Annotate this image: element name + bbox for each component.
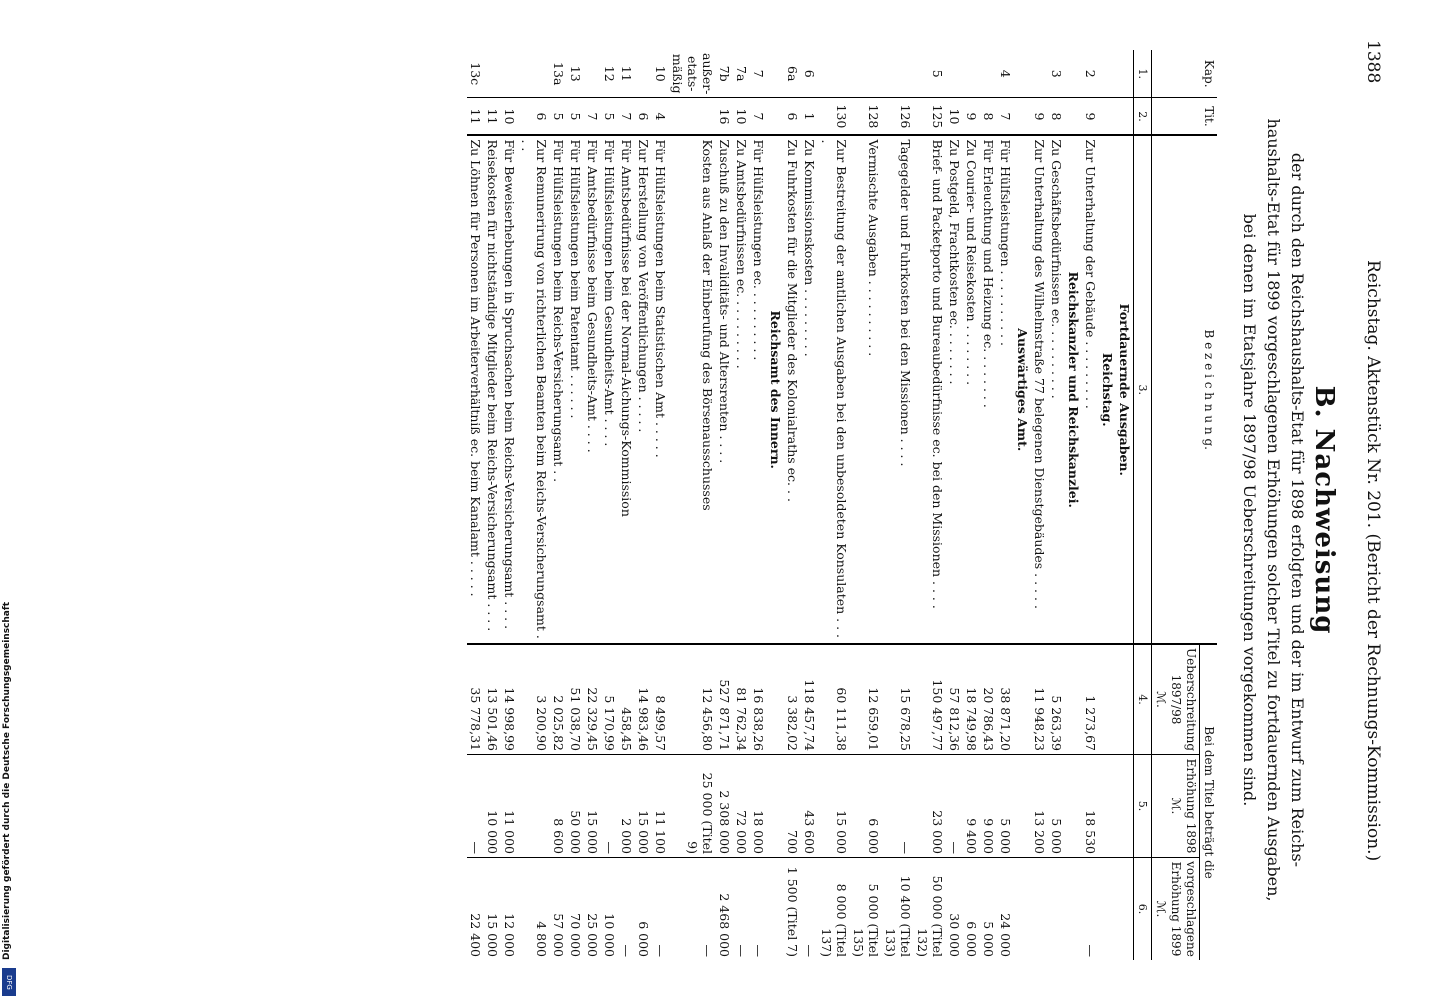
empty-cell — [1099, 50, 1116, 98]
document-sheet — [17, 10, 1417, 990]
ueberschreitung-cell: 35 778,31 — [467, 644, 484, 754]
kapitel-cell: 13 — [567, 50, 584, 98]
erhoehung-1898-cell: 15 000 — [584, 755, 601, 858]
section-heading-row — [1065, 50, 1082, 960]
erhoehung-1898-cell: — — [882, 755, 914, 858]
document-title: B. Nachweisung — [1309, 385, 1339, 635]
erhoehung-1898-cell: — — [601, 755, 618, 858]
bezeichnung-cell: Zuschuß zu den Invaliditäts- und Altersrenten . . . . — [716, 135, 733, 644]
ueberschreitung-cell: 14 998,99 — [501, 644, 518, 754]
ueberschreitung-cell: 8 499,57 — [652, 644, 669, 754]
kapitel-cell: 6a — [784, 50, 801, 98]
empty-cell — [1116, 98, 1134, 136]
table-row — [567, 50, 584, 960]
table-row — [501, 50, 518, 960]
empty-cell — [1099, 644, 1116, 754]
bezeichnung-cell: Für Hülfsleistungen beim Reichs-Versicherungsamt . . — [550, 135, 567, 644]
erhoehung-1898-cell: 2 308 000 — [716, 755, 733, 858]
ueberschreitung-cell: 81 762,34 — [733, 644, 750, 754]
table-row — [882, 50, 914, 960]
erhoehung-1898-cell — [518, 755, 550, 858]
kapitel-cell: 5 — [914, 50, 946, 98]
empty-cell — [1065, 858, 1082, 961]
erhoehung-1898-cell: 11 100 — [652, 755, 669, 858]
erhoehung-1899-cell: — — [619, 944, 634, 957]
table-row — [1048, 50, 1065, 960]
erhoehung-1899-cell: — — [751, 944, 766, 957]
data-table — [467, 50, 1217, 960]
erhoehung-1898-cell: 8 600 — [550, 755, 567, 858]
erhoehung-1898-cell: — — [467, 755, 484, 858]
bezeichnung-cell: Für Amtsbedürfnisse bei der Normal-Aichungs-Kommission — [618, 135, 635, 644]
kapitel-cell — [946, 50, 963, 98]
empty-cell — [1014, 644, 1031, 754]
table-row — [997, 50, 1014, 960]
table-row — [1031, 50, 1048, 960]
empty-cell — [1099, 755, 1116, 858]
bezeichnung-cell: Für Hülfsleistungen beim Gesundheits-Amt . . . . — [601, 135, 618, 644]
bezeichnung-cell: Zur Bestreitung der amtlichen Ausgaben bei den unbesoldeten Konsulaten . . . . — [818, 135, 850, 644]
empty-cell — [767, 98, 784, 136]
column-number-row — [1134, 50, 1152, 960]
heading-block — [1237, 50, 1339, 970]
titel-cell: 10 — [946, 98, 963, 136]
table-row — [733, 50, 750, 960]
digitization-credit: Digitalisierung gefördert durch die Deutsche Forschungsgemeinschaft — [2, 601, 12, 960]
ueberschreitung-cell: 22 329,45 — [584, 644, 601, 754]
col-number: 3. — [1134, 135, 1152, 644]
bezeichnung-cell: Zur Herstellung von Veröffentlichungen . . . . . — [635, 135, 652, 644]
empty-cell — [1014, 50, 1031, 98]
table-row — [635, 50, 652, 960]
kapitel-cell — [882, 50, 914, 98]
table-row — [518, 50, 550, 960]
titel-cell: 9 — [1031, 98, 1048, 136]
col-number: 5. — [1134, 755, 1152, 858]
ueberschreitung-cell: 18 749,98 — [963, 644, 980, 754]
empty-cell — [767, 858, 784, 961]
unit-label: ℳ. — [1169, 797, 1183, 815]
kapitel-cell — [1031, 50, 1048, 98]
titel-cell: 16 — [716, 98, 733, 136]
kapitel-cell: 10 — [652, 50, 669, 98]
dfg-logo: DFG — [2, 968, 16, 996]
erhoehung-1898-cell: 50 000 — [567, 755, 584, 858]
table-row — [550, 50, 567, 960]
table-row — [963, 50, 980, 960]
ueberschreitung-cell: 5 263,39 — [1048, 644, 1065, 754]
unit-label: ℳ. — [1154, 900, 1168, 918]
erhoehung-1899-cell: 10 400 (Titel 133) — [883, 875, 913, 957]
col-erhoehung-1899-label: vorgeschlagene Erhöhung 1899 — [1169, 861, 1198, 957]
erhoehung-1899-cell: 4 800 — [534, 921, 549, 957]
erhoehung-1899-cell: 5 000 (Titel 135) — [851, 883, 881, 957]
erhoehung-1899-cell — [1048, 858, 1065, 961]
table-row — [818, 50, 850, 960]
erhoehung-1899-cell: 25 000 — [585, 913, 600, 957]
col-number: 4. — [1134, 644, 1152, 754]
titel-cell — [669, 98, 716, 136]
bezeichnung-cell: Zu Postgeld, Frachtkosten ec. . . . . . . . — [946, 135, 963, 644]
section-heading: Reichstag. — [1099, 135, 1116, 644]
empty-cell — [1099, 858, 1116, 961]
ueberschreitung-cell: 12 659,01 — [850, 644, 882, 754]
titel-cell: 9 — [963, 98, 980, 136]
col-group-header: Bei dem Titel beträgt die — [1200, 644, 1218, 960]
ueberschreitung-cell: 15 678,25 — [882, 644, 914, 754]
kapitel-cell: 11 — [618, 50, 635, 98]
erhoehung-1898-cell: 9 400 — [963, 755, 980, 858]
ueberschreitung-cell: 3 200,90 — [518, 644, 550, 754]
titel-cell: 7 — [997, 98, 1014, 136]
table-row — [618, 50, 635, 960]
kapitel-cell — [635, 50, 652, 98]
running-head-text: Reichstag. Aktenstück Nr. 201. (Bericht der Rechnungs-Kommission.) — [1363, 260, 1383, 862]
titel-cell: 8 — [1048, 98, 1065, 136]
erhoehung-1898-cell: — — [946, 755, 963, 858]
bezeichnung-cell: Zu Kommissionskosten . . . . . . . . . — [801, 135, 818, 644]
bezeichnung-cell: Tagegelder und Fuhrkosten bei den Missionen . . . . — [882, 135, 914, 644]
erhoehung-1898-cell: 15 000 — [635, 755, 652, 858]
titel-cell: 7 — [750, 98, 767, 136]
titel-cell: 6 — [784, 98, 801, 136]
titel-cell: 125 — [914, 98, 946, 136]
empty-cell — [767, 50, 784, 98]
bezeichnung-cell: Für Hülfsleistungen beim Statistischen Amt . . . . . — [652, 135, 669, 644]
empty-cell — [1014, 755, 1031, 858]
ueberschreitung-cell: 13 501,46 — [484, 644, 501, 754]
titel-cell: 6 — [635, 98, 652, 136]
titel-cell: 128 — [850, 98, 882, 136]
titel-cell: 4 — [652, 98, 669, 136]
table-row — [584, 50, 601, 960]
kapitel-cell: 12 — [601, 50, 618, 98]
empty-cell — [767, 755, 784, 858]
col-number: 1. — [1134, 50, 1152, 98]
ueberschreitung-cell: 527 871,71 — [716, 644, 733, 754]
bezeichnung-cell: Zur Unterhaltung des Wilhelmstraße 77 belegenen Dienstgebäudes . . . . . — [1031, 135, 1048, 644]
erhoehung-1898-cell: 13 200 — [1031, 755, 1048, 858]
erhoehung-1898-cell: 5 000 — [1048, 755, 1065, 858]
ueberschreitung-cell: 118 457,74 — [801, 644, 818, 754]
kapitel-cell — [584, 50, 601, 98]
empty-cell — [1116, 50, 1134, 98]
titel-cell: 11 — [484, 98, 501, 136]
titel-cell: 7 — [584, 98, 601, 136]
empty-cell — [1065, 98, 1082, 136]
erhoehung-1898-cell: 72 000 — [733, 755, 750, 858]
bezeichnung-cell: Für Erleuchtung und Heizung ec. . . . . . . . — [980, 135, 997, 644]
erhoehung-1899-cell: 15 000 — [485, 913, 500, 957]
erhoehung-1899-cell: 12 000 — [502, 913, 517, 957]
empty-cell — [1014, 98, 1031, 136]
bezeichnung-cell: Für Hülfsleistungen beim Patentamt . . . . . . — [567, 135, 584, 644]
empty-cell — [1065, 50, 1082, 98]
ueberschreitung-cell: 38 871,20 — [997, 644, 1014, 754]
bezeichnung-cell: Vermischte Ausgaben . . . . . . . . . . — [850, 135, 882, 644]
section-heading: Auswärtiges Amt. — [1014, 135, 1031, 644]
section-heading: Reichsamt des Innern. — [767, 135, 784, 644]
titel-cell: 5 — [601, 98, 618, 136]
kapitel-cell: 4 — [997, 50, 1014, 98]
kapitel-cell — [980, 50, 997, 98]
erhoehung-1899-cell: — — [653, 944, 668, 957]
bezeichnung-cell: Brief- und Packetporto und Bureaubedürfnisse ec. bei den Missionen . . . . — [914, 135, 946, 644]
heading-line-2: haushalts-Etat für 1899 vorgeschlagenen Erhöhungen solcher Titel zu fortdauernden Ausgaben, — [1264, 118, 1283, 902]
col-erhoehung-1898-label: Erhöhung 1898 — [1184, 758, 1198, 854]
titel-cell: 1 — [801, 98, 818, 136]
erhoehung-1899-cell: 6 000 — [636, 921, 651, 957]
bezeichnung-cell: Reisekosten für nichtständige Mitglieder beim Reichs-Versicherungsamt . . . . — [484, 135, 501, 644]
erhoehung-1898-cell: 15 000 — [818, 755, 850, 858]
titel-cell: 126 — [882, 98, 914, 136]
ueberschreitung-cell: 458,45 — [618, 644, 635, 754]
col-bez-header: B e z e i c h n u n g. — [1152, 135, 1218, 644]
erhoehung-1898-cell: 700 — [784, 755, 801, 858]
table-row — [652, 50, 669, 960]
erhoehung-1898-cell: 25 000 (Titel 9) — [669, 755, 716, 858]
erhoehung-1899-cell: 5 000 — [981, 921, 996, 957]
ueberschreitung-cell: 11 948,23 — [1031, 644, 1048, 754]
erhoehung-1898-cell: 18 000 — [750, 755, 767, 858]
kapitel-cell: 7a — [733, 50, 750, 98]
titel-cell: 6 — [518, 98, 550, 136]
empty-cell — [1116, 644, 1134, 754]
page-number: 1388 — [1363, 40, 1383, 84]
erhoehung-1899-cell: 10 000 — [602, 913, 617, 957]
kapitel-cell — [501, 50, 518, 98]
bezeichnung-cell: Kosten aus Anlaß der Einberufung des Börsenausschusses — [669, 135, 716, 644]
bezeichnung-cell: Für Hülfsleistungen . . . . . . . . . . — [997, 135, 1014, 644]
erhoehung-1899-cell: 1 500 (Titel 7) — [785, 866, 800, 957]
table-row — [484, 50, 501, 960]
ueberschreitung-cell: 60 111,38 — [818, 644, 850, 754]
table-row — [914, 50, 946, 960]
bezeichnung-cell: Für Amtsbedürfnisse beim Gesundheits-Amt . . . . — [584, 135, 601, 644]
empty-cell — [1065, 644, 1082, 754]
titel-cell: 5 — [550, 98, 567, 136]
erhoehung-1898-cell: 6 000 — [850, 755, 882, 858]
erhoehung-1899-cell: 30 000 — [947, 913, 962, 957]
titel-cell: 10 — [501, 98, 518, 136]
empty-cell — [1116, 755, 1134, 858]
table-row — [946, 50, 963, 960]
erhoehung-1898-cell: 2 000 — [618, 755, 635, 858]
table-row — [601, 50, 618, 960]
kapitel-cell: 6 — [801, 50, 818, 98]
erhoehung-1899-cell: — — [734, 944, 749, 957]
titel-cell: 11 — [467, 98, 484, 136]
erhoehung-1899-cell: — — [1083, 944, 1098, 957]
kapitel-cell: 7 — [750, 50, 767, 98]
kapitel-cell — [518, 50, 550, 98]
bezeichnung-cell: Zu Löhnen für Personen im Arbeiterverhältniß ec. beim Kanalamt . . . . . — [467, 135, 484, 644]
ueberschreitung-cell: 20 786,43 — [980, 644, 997, 754]
ueberschreitung-cell: 3 382,02 — [784, 644, 801, 754]
erhoehung-1898-cell: 5 000 — [997, 755, 1014, 858]
heading-line-1: der durch den Reichshaushalts-Etat für 1898 erfolgten und der im Entwurf zum Reichs- — [1288, 152, 1307, 868]
titel-cell: 9 — [1082, 98, 1099, 136]
empty-cell — [1116, 858, 1134, 961]
kapitel-cell — [818, 50, 850, 98]
titel-cell: 10 — [733, 98, 750, 136]
ueberschreitung-cell: 16 838,26 — [750, 644, 767, 754]
section-heading: Reichskanzler und Reichskanzlei. — [1065, 135, 1082, 644]
table-row — [467, 50, 484, 960]
ueberschreitung-cell: 14 983,46 — [635, 644, 652, 754]
table-row — [980, 50, 997, 960]
erhoehung-1899-cell: 24 000 — [998, 913, 1013, 957]
erhoehung-1899-cell: — — [802, 944, 817, 957]
erhoehung-1899-cell: 8 000 (Titel 137) — [819, 883, 849, 957]
section-heading-row — [1116, 50, 1134, 960]
section-heading-row — [1099, 50, 1116, 960]
col-kap-header: Kap. — [1152, 50, 1218, 98]
table-row — [784, 50, 801, 960]
section-heading-row — [1014, 50, 1031, 960]
ueberschreitung-cell: 5 170,99 — [601, 644, 618, 754]
table-row — [750, 50, 767, 960]
col-erhoehung-1898-header — [1152, 755, 1200, 858]
col-erhoehung-1899-header — [1152, 858, 1200, 961]
rotated-content — [17, 10, 1417, 990]
section-heading-row — [767, 50, 784, 960]
bezeichnung-cell: Zu Courier- und Reisekosten . . . . . . . . — [963, 135, 980, 644]
col-ueberschreitung-header — [1152, 644, 1200, 754]
table-row — [850, 50, 882, 960]
bezeichnung-cell: Zu Geschäftsbedürfnissen ec. . . . . . . . . . — [1048, 135, 1065, 644]
section-heading: Fortdauernde Ausgaben. — [1116, 135, 1134, 644]
col-tit-header: Tit. — [1152, 98, 1218, 136]
table-row — [669, 50, 716, 960]
erhoehung-1898-cell: 9 000 — [980, 755, 997, 858]
erhoehung-1899-cell: 57 000 — [551, 913, 566, 957]
ueberschreitung-cell: 150 497,77 — [914, 644, 946, 754]
kapitel-cell: 7b — [716, 50, 733, 98]
ueberschreitung-cell: 1 273,67 — [1082, 644, 1099, 754]
erhoehung-1898-cell: 11 000 — [501, 755, 518, 858]
bezeichnung-cell: Zur Unterhaltung der Gebäude . . . . . . . . . — [1082, 135, 1099, 644]
bezeichnung-cell: Zu Amtsbedürfnissen ec. . . . . . . . . . — [733, 135, 750, 644]
ueberschreitung-cell: 12 456,80 — [669, 644, 716, 754]
erhoehung-1899-cell: 6 000 — [964, 921, 979, 957]
col-number: 6. — [1134, 858, 1152, 961]
ueberschreitung-cell: 2 025,82 — [550, 644, 567, 754]
empty-cell — [1065, 755, 1082, 858]
kapitel-cell: 13a — [550, 50, 567, 98]
header-row-group — [1200, 50, 1218, 960]
kapitel-cell — [850, 50, 882, 98]
empty-cell — [1014, 858, 1031, 961]
titel-cell: 5 — [567, 98, 584, 136]
bezeichnung-cell: Zur Remunerirung von richterlichen Beamten beim Reichs-Versicherungsamt . . . — [518, 135, 550, 644]
kapitel-cell — [963, 50, 980, 98]
empty-cell — [767, 644, 784, 754]
titel-cell: 8 — [980, 98, 997, 136]
erhoehung-1898-cell: 18 530 — [1082, 755, 1099, 858]
erhoehung-1898-cell: 43 600 — [801, 755, 818, 858]
col-number: 2. — [1134, 98, 1152, 136]
erhoehung-1899-cell: 22 400 — [468, 913, 483, 957]
bezeichnung-cell: Für Beweiserhebungen in Spruchsachen beim Reichs-Versicherungsamt . . . . — [501, 135, 518, 644]
titel-cell: 130 — [818, 98, 850, 136]
erhoehung-1898-cell: 10 000 — [484, 755, 501, 858]
ueberschreitung-cell: 51 038,70 — [567, 644, 584, 754]
table-row — [1082, 50, 1099, 960]
bezeichnung-cell: Zu Fuhrkosten für die Mitglieder des Kolonialraths ec. . . — [784, 135, 801, 644]
kapitel-cell: 3 — [1048, 50, 1065, 98]
ueberschreitung-cell: 57 812,36 — [946, 644, 963, 754]
heading-line-3: bei denen im Etatsjahre 1897/98 Ueberschreitungen vorgekommen sind. — [1240, 213, 1259, 807]
bezeichnung-cell: Für Hülfsleistungen ec. . . . . . . . . . — [750, 135, 767, 644]
titel-cell: 7 — [618, 98, 635, 136]
table-row — [716, 50, 733, 960]
erhoehung-1899-cell: 50 000 (Titel 132) — [915, 875, 945, 957]
col-ueberschreitung-label: Ueberschreitung 1897/98 — [1169, 648, 1198, 751]
kapitel-cell: außer-etats-mäßig — [669, 50, 716, 98]
kapitel-cell: 2 — [1082, 50, 1099, 98]
kapitel-cell — [484, 50, 501, 98]
erhoehung-1899-cell: 70 000 — [568, 913, 583, 957]
unit-label: ℳ. — [1154, 691, 1168, 708]
erhoehung-1899-cell: 2 468 000 — [717, 893, 732, 957]
erhoehung-1898-cell: 23 000 — [914, 755, 946, 858]
kapitel-cell: 13c — [467, 50, 484, 98]
erhoehung-1899-cell: — — [700, 944, 715, 957]
erhoehung-1899-cell — [1031, 858, 1048, 961]
table-row — [801, 50, 818, 960]
running-head — [1359, 40, 1383, 960]
empty-cell — [1099, 98, 1116, 136]
table-body — [467, 50, 1134, 960]
